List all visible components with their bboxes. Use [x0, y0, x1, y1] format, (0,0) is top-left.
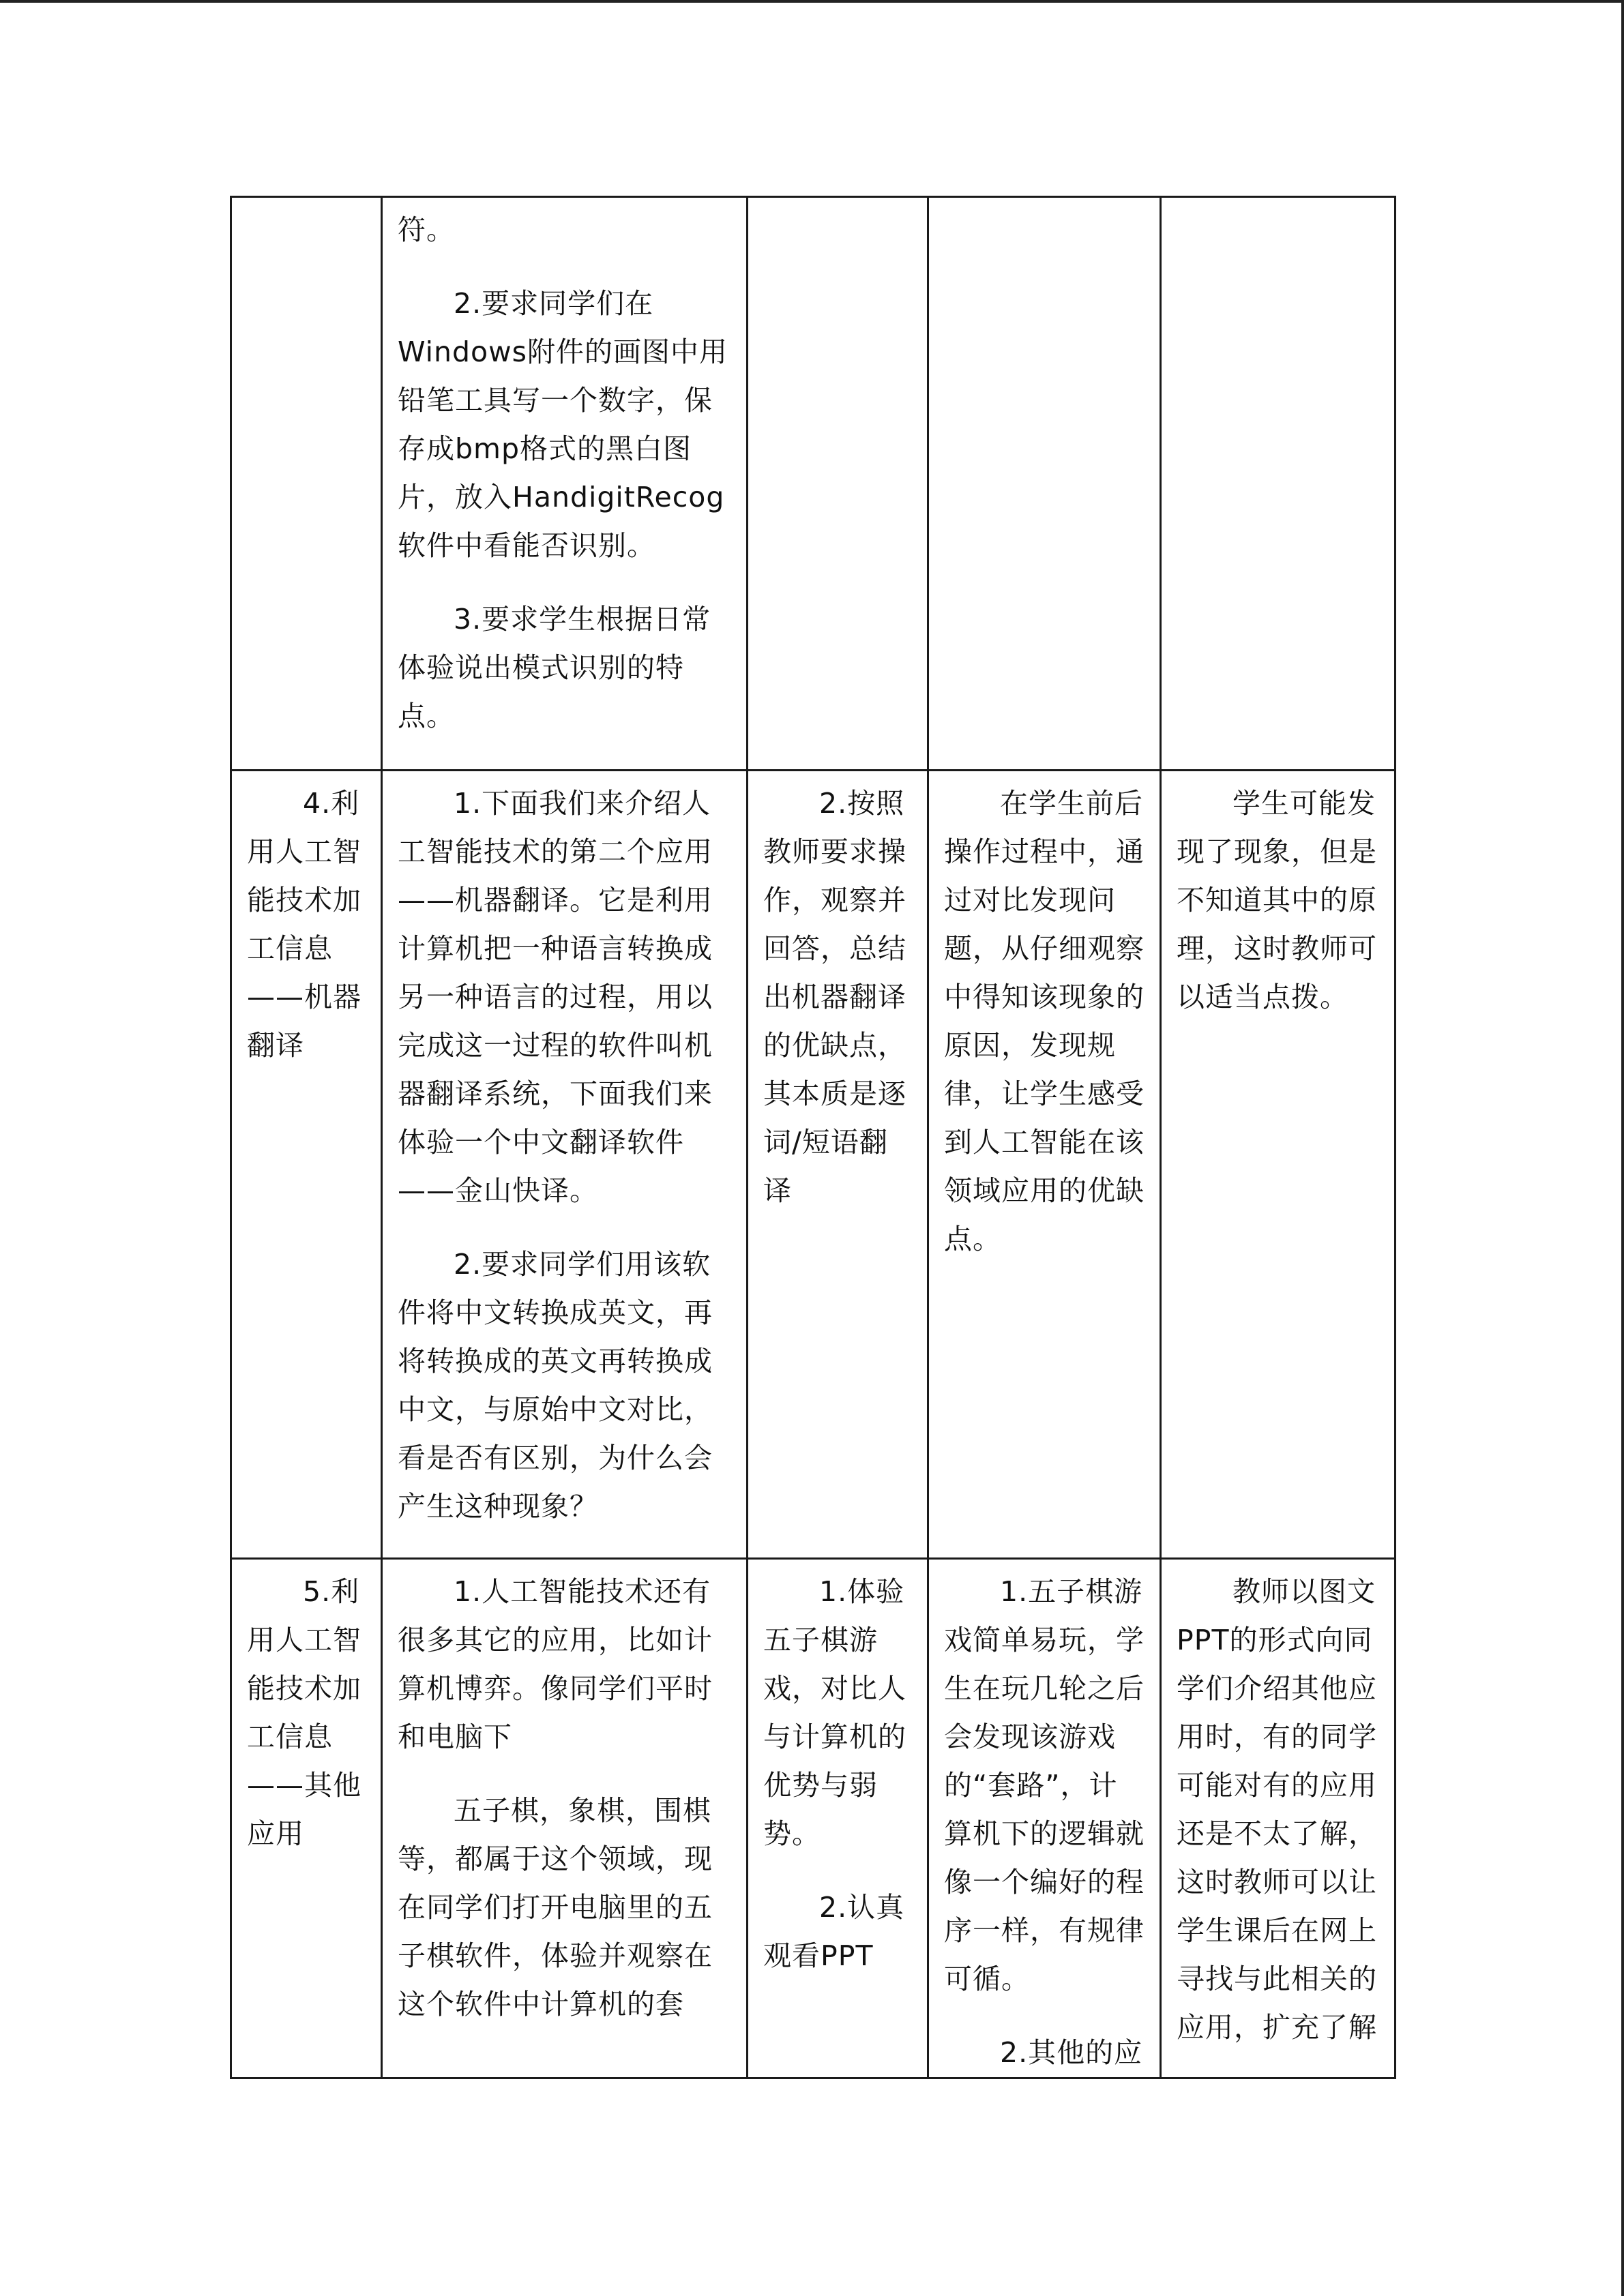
teacher-activity-cell	[382, 197, 748, 771]
paragraph: 在学生前后操作过程中，通过对比发现问题，从仔细观察中得知该现象的原因，发现规律，让学生感受到人工智能在该领域应用的优缺点。	[944, 787, 1145, 1255]
paragraph: 2.其他的应	[1000, 2036, 1143, 2069]
notes-cell	[1161, 1559, 1396, 2078]
paragraph: 教师以图文PPT的形式向同学们介绍其他应用时，有的同学可能对有的应用还是不太了解，这时教师可以让学生课后在网上寻找与此相关的应用，扩充了解	[1177, 1575, 1377, 2044]
design-intent-cell	[928, 1559, 1161, 2078]
lesson-plan-table	[230, 196, 1396, 2079]
student-activity-cell	[748, 1559, 928, 2078]
paragraph: 1.五子棋游戏简单易玩，学生在玩几轮之后会发现该游戏的“套路”，计算机下的逻辑就像一个编好的程序一样，有规律可循。	[944, 1575, 1145, 1995]
student-activity-cell	[748, 771, 928, 1559]
paragraph: 1.下面我们来介绍人工智能技术的第二个应用——机器翻译。它是利用计算机把一种语言转换成另一种语言的过程，用以完成这一过程的软件叫机器翻译系统，下面我们来体验一个中文翻译软件——金山快译。	[398, 787, 713, 1207]
paragraph: 符。	[398, 213, 455, 246]
table-row	[231, 771, 1396, 1559]
stage-title: 5.利用人工智能技术加工信息——其他应用	[247, 1575, 361, 1850]
table-row	[231, 197, 1396, 771]
stage-cell	[231, 197, 382, 771]
paragraph: 2.要求同学们用该软件将中文转换成英文，再将转换成的英文再转换成中文，与原始中文对比，看是否有区别，为什么会产生这种现象？	[398, 1248, 713, 1523]
paragraph: 2.要求同学们在Windows附件的画图中用铅笔工具写一个数字，保存成bmp格式的黑白图片，放入HandigitRecog软件中看能否识别。	[398, 287, 728, 562]
stage-cell	[231, 771, 382, 1559]
paragraph: 1.人工智能技术还有很多其它的应用，比如计算机博弈。像同学们平时和电脑下	[398, 1575, 713, 1753]
page-top-rule	[0, 0, 1624, 3]
teacher-activity-cell	[382, 771, 748, 1559]
notes-cell	[1161, 771, 1396, 1559]
paragraph: 2.按照教师要求操作，观察并回答，总结出机器翻译的优缺点，其本质是逐词/短语翻译	[763, 787, 906, 1207]
paragraph: 3.要求学生根据日常体验说出模式识别的特点。	[398, 603, 711, 732]
notes-cell	[1161, 197, 1396, 771]
teacher-activity-cell	[382, 1559, 748, 2078]
design-intent-cell	[928, 197, 1161, 771]
table-row	[231, 1559, 1396, 2078]
stage-cell	[231, 1559, 382, 2078]
design-intent-cell	[928, 771, 1161, 1559]
page-right-rule	[1621, 0, 1624, 2296]
paragraph: 1.体验五子棋游戏，对比人与计算机的优势与弱势。	[763, 1575, 906, 1850]
paragraph: 五子棋，象棋，围棋等，都属于这个领域，现在同学们打开电脑里的五子棋软件，体验并观察在这个软件中计算机的套	[398, 1794, 713, 2021]
paragraph: 学生可能发现了现象，但是不知道其中的原理，这时教师可以适当点拨。	[1177, 787, 1377, 1013]
paragraph: 2.认真观看PPT	[763, 1891, 905, 1972]
stage-title: 4.利用人工智能技术加工信息——机器翻译	[247, 787, 361, 1062]
student-activity-cell	[748, 197, 928, 771]
